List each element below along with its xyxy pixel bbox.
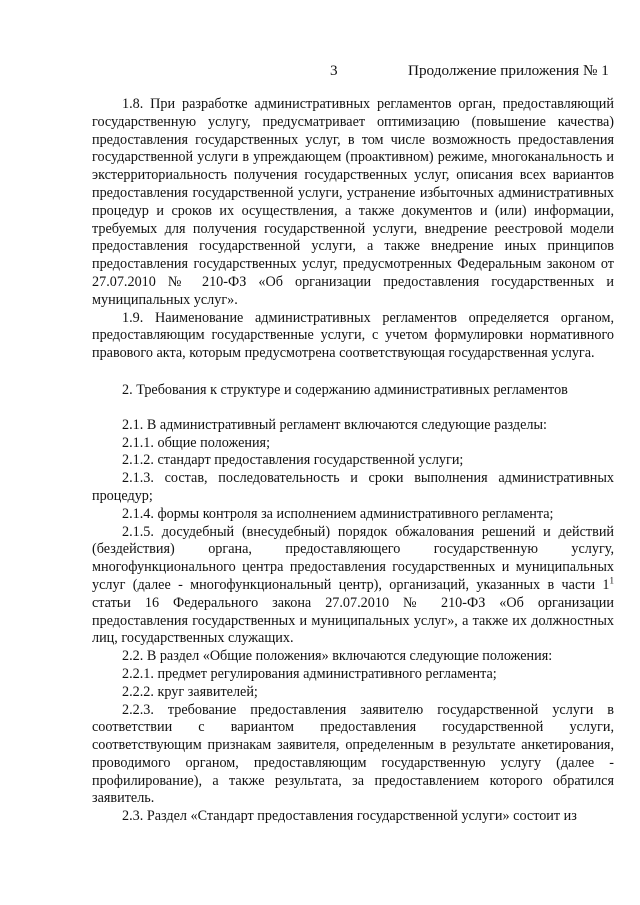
paragraph-2-1-3: 2.1.3. состав, последовательность и сроки выполнения административных процедур; [92, 470, 614, 504]
paragraph-2-2-2: 2.2.2. круг заявителей; [122, 683, 258, 700]
paragraph-2-1-4: 2.1.4. формы контроля за исполнением административного регламента; [122, 505, 554, 522]
page-number: 3 [330, 62, 338, 79]
paragraph-1-9: 1.9. Наименование административных регламентов определяется органом, предоставляющим государственные услуги, с учетом формулировки нормативного правового акта, которым предусмотрена соответствующая государственная услуга. [92, 309, 614, 362]
paragraph-2-2: 2.2. В раздел «Общие положения» включаются следующие положения: [122, 648, 553, 665]
paragraph-2-3: 2.3. Раздел «Стандарт предоставления государственной услуги» состоит из [122, 808, 577, 825]
paragraph-2-2-3: 2.2.3. требование предоставления заявителю государственной услуги в соответствии с вариантом предоставления государственной услуги, соответствующим признакам заявителя, определенным в результате анкетирования, проводимого органом, предоставляющим государственную услугу (далее - профилирование), а также результата, за предоставлением которого обратился заявитель. [92, 701, 614, 807]
paragraph-2-1-5-part-a: 2.1.5. досудебный (внесудебный) порядок обжалования решений и действий (бездействия) органа, предоставляющего государственную услугу, многофункционального центра предоставления государственных и муниципальных услуг (далее - многофункциональный центр), организаций, указанных в части 1 [92, 523, 614, 593]
paragraph-1-8: 1.8. При разработке административных регламентов орган, предоставляющий государственную услугу, предусматривает оптимизацию (повышение качества) предоставления государственных услуг, в том числе возможность предоставления государственной услуги в упреждающем (проактивном) режиме, многоканальность и экстерриториальность получения государственных услуг, описания всех вариантов предоставления государственной услуги, устранение избыточных административных процедур и сроков их осуществления, а также документов и (или) информации, требуемых для получения государственной услуги, внедрение реестровой модели предоставления государственной услуги, а также внедрение иных принципов предоставления государственных услуг, предусмотренных Федеральным законом от 27.07.2010 № 210-ФЗ «Об организации предоставления государственных и муниципальных услуг». [92, 96, 614, 308]
section-2-heading: 2. Требования к структуре и содержанию административных регламентов [122, 381, 568, 398]
appendix-continuation-label: Продолжение приложения № 1 [408, 62, 609, 79]
paragraph-2-1-5 [92, 524, 614, 649]
paragraph-2-1-1: 2.1.1. общие положения; [122, 434, 271, 451]
paragraph-2-1-5-part-b: статьи 16 Федерального закона 27.07.2010 № 210-ФЗ «Об организации предоставления государственных и муниципальных услуг», а также их должностных лиц, государственных служащих. [92, 594, 614, 647]
paragraph-2-1-2: 2.1.2. стандарт предоставления государственной услуги; [122, 452, 464, 469]
superscript-index: 1 [609, 575, 614, 586]
paragraph-2-1: 2.1. В административный регламент включаются следующие разделы: [122, 416, 547, 433]
document-body [92, 96, 614, 826]
paragraph-2-2-1: 2.2.1. предмет регулирования административного регламента; [122, 665, 497, 682]
